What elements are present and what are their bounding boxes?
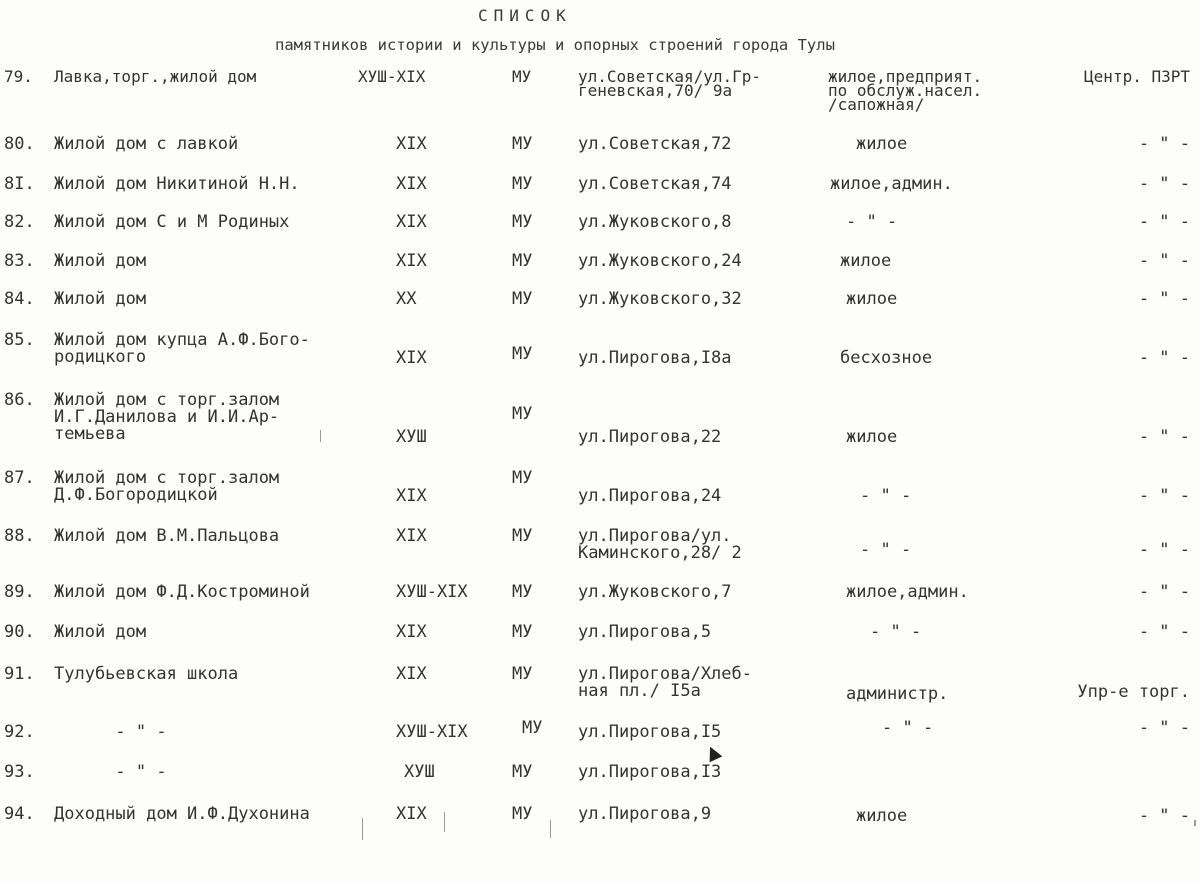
address: ул.Пирогова,I8а bbox=[578, 348, 732, 368]
row-number: 79. bbox=[4, 67, 33, 86]
address: ул.Пирогова,9 bbox=[578, 804, 712, 824]
user-org: - " - bbox=[1138, 427, 1190, 447]
address: ул.Жуковского,7 bbox=[578, 582, 732, 602]
user-org: - " - bbox=[1138, 212, 1190, 232]
row-number: 94. bbox=[4, 804, 35, 824]
address: ул.Пирогова,I5 bbox=[578, 722, 722, 742]
category: МУ bbox=[512, 67, 532, 86]
user-org: - " - bbox=[1138, 251, 1190, 271]
row-number: 83. bbox=[4, 251, 35, 271]
object-name: Жилой дом купца А.Ф.Бого- родицкого bbox=[54, 330, 310, 367]
century: ХУШ bbox=[396, 427, 427, 447]
row-number: 8I. bbox=[4, 174, 35, 194]
address: ул.Пирогова/ул. Каминского,28/ 2 bbox=[578, 526, 742, 563]
address: ул.Жуковского,32 bbox=[578, 289, 742, 309]
row-number: 88. bbox=[4, 526, 35, 546]
address: ул.Пирогова/Хлеб- ная пл./ I5а bbox=[578, 664, 752, 701]
row-number: 86. bbox=[4, 390, 35, 410]
scan-speck bbox=[1194, 820, 1196, 826]
current-use: жилое bbox=[840, 251, 892, 271]
century: ХIХ bbox=[396, 212, 427, 232]
user-org: Центр. ПЗРТ bbox=[1084, 67, 1190, 86]
category: МУ bbox=[512, 468, 533, 488]
current-use: жилое bbox=[846, 427, 898, 447]
category: МУ bbox=[512, 404, 533, 424]
object-name: Тулубьевская школа bbox=[54, 664, 239, 684]
user-org: - " - bbox=[1138, 134, 1190, 154]
century: ХIХ bbox=[396, 664, 427, 684]
address: ул.Пирогова,I3 bbox=[578, 762, 722, 782]
object-name: Жилой дом Никитиной Н.Н. bbox=[54, 174, 300, 194]
row-number: 90. bbox=[4, 622, 35, 642]
current-use: жилое,админ. bbox=[846, 582, 969, 602]
century: ХIХ bbox=[396, 134, 427, 154]
object-name: Доходный дом И.Ф.Духонина bbox=[54, 804, 310, 824]
user-org: - " - bbox=[1138, 486, 1190, 506]
address: ул.Жуковского,24 bbox=[578, 251, 742, 271]
scan-speck bbox=[550, 820, 551, 838]
century: ХУШ-ХIХ bbox=[396, 582, 468, 602]
category: МУ bbox=[512, 664, 533, 684]
object-name: - " - bbox=[54, 722, 167, 742]
category: МУ bbox=[512, 134, 533, 154]
object-name: Жилой дом bbox=[54, 622, 147, 642]
row-number: 85. bbox=[4, 330, 35, 350]
current-use: - " - bbox=[860, 486, 912, 506]
category: МУ bbox=[512, 174, 533, 194]
user-org: - " - bbox=[1138, 582, 1190, 602]
current-use: - " - bbox=[870, 622, 922, 642]
row-number: 84. bbox=[4, 289, 35, 309]
category: МУ bbox=[522, 718, 543, 738]
century: ХIХ bbox=[396, 526, 427, 546]
object-name: Жилой дом с торг.залом И.Г.Данилова и И.И.Ар- темьева bbox=[54, 390, 280, 444]
address: ул.Пирогова,22 bbox=[578, 427, 722, 447]
object-name: Жилой дом с торг.залом Д.Ф.Богородицкой bbox=[54, 468, 280, 505]
current-use: - " - bbox=[846, 212, 898, 232]
current-use: жилое,предприят. по обслуж.насел. /сапожная/ bbox=[828, 67, 983, 114]
century: ХIХ bbox=[396, 804, 427, 824]
row-number: 87. bbox=[4, 468, 35, 488]
category: МУ bbox=[512, 804, 533, 824]
user-org: - " - bbox=[1138, 540, 1190, 560]
object-name: Жилой дом Ф.Д.Костроминой bbox=[54, 582, 310, 602]
address: ул.Жуковского,8 bbox=[578, 212, 732, 232]
document-title: СПИСОК bbox=[478, 6, 572, 25]
object-name: Лавка,торг.,жилой дом bbox=[54, 67, 257, 86]
address: ул.Пирогова,24 bbox=[578, 486, 722, 506]
century: ХУШ bbox=[404, 762, 435, 782]
row-number: 91. bbox=[4, 664, 35, 684]
category: МУ bbox=[512, 526, 533, 546]
category: МУ bbox=[512, 289, 533, 309]
object-name: Жилой дом bbox=[54, 289, 147, 309]
object-name: Жилой дом с лавкой bbox=[54, 134, 239, 154]
category: МУ bbox=[512, 344, 533, 364]
row-number: 93. bbox=[4, 762, 35, 782]
document-subtitle: памятников истории и культуры и опорных строений города Тулы bbox=[275, 36, 835, 54]
category: МУ bbox=[512, 762, 533, 782]
user-org: - " - bbox=[1138, 718, 1190, 738]
century: ХIХ bbox=[396, 348, 427, 368]
current-use: жилое,админ. bbox=[830, 174, 953, 194]
current-use: администр. bbox=[846, 684, 949, 704]
scan-speck bbox=[320, 430, 321, 442]
row-number: 92. bbox=[4, 722, 35, 742]
user-org: - " - bbox=[1138, 348, 1190, 368]
category: МУ bbox=[512, 251, 533, 271]
current-use: жилое bbox=[856, 134, 908, 154]
object-name: Жилой дом В.М.Пальцова bbox=[54, 526, 280, 546]
row-number: 89. bbox=[4, 582, 35, 602]
scan-speck bbox=[444, 812, 445, 832]
user-org: Упр-е торг. bbox=[1077, 682, 1190, 702]
century: ХIХ bbox=[396, 174, 427, 194]
user-org: - " - bbox=[1138, 806, 1190, 826]
user-org: - " - bbox=[1138, 622, 1190, 642]
user-org: - " - bbox=[1138, 174, 1190, 194]
current-use: жилое bbox=[856, 806, 908, 826]
century: ХУШ-ХIХ bbox=[358, 67, 426, 86]
object-name: Жилой дом bbox=[54, 251, 147, 271]
row-number: 80. bbox=[4, 134, 35, 154]
address: ул.Советская,72 bbox=[578, 134, 732, 154]
current-use: жилое bbox=[846, 289, 898, 309]
address: ул.Пирогова,5 bbox=[578, 622, 712, 642]
century: ХХ bbox=[396, 289, 417, 309]
current-use: - " - bbox=[882, 718, 934, 738]
address: ул.Советская,74 bbox=[578, 174, 732, 194]
category: МУ bbox=[512, 212, 533, 232]
current-use: - " - bbox=[860, 540, 912, 560]
century: ХIХ bbox=[396, 622, 427, 642]
category: МУ bbox=[512, 582, 533, 602]
century: ХУШ-ХIХ bbox=[396, 722, 468, 742]
century: ХIХ bbox=[396, 251, 427, 271]
object-name: - " - bbox=[54, 762, 167, 782]
current-use: бесхозное bbox=[840, 348, 933, 368]
user-org: - " - bbox=[1138, 289, 1190, 309]
scan-speck bbox=[362, 818, 363, 840]
category: МУ bbox=[512, 622, 533, 642]
century: ХIХ bbox=[396, 486, 427, 506]
object-name: Жилой дом С и М Родиных bbox=[54, 212, 290, 232]
address: ул.Советская/ул.Гр- геневская,70/ 9а bbox=[578, 67, 762, 100]
row-number: 82. bbox=[4, 212, 35, 232]
